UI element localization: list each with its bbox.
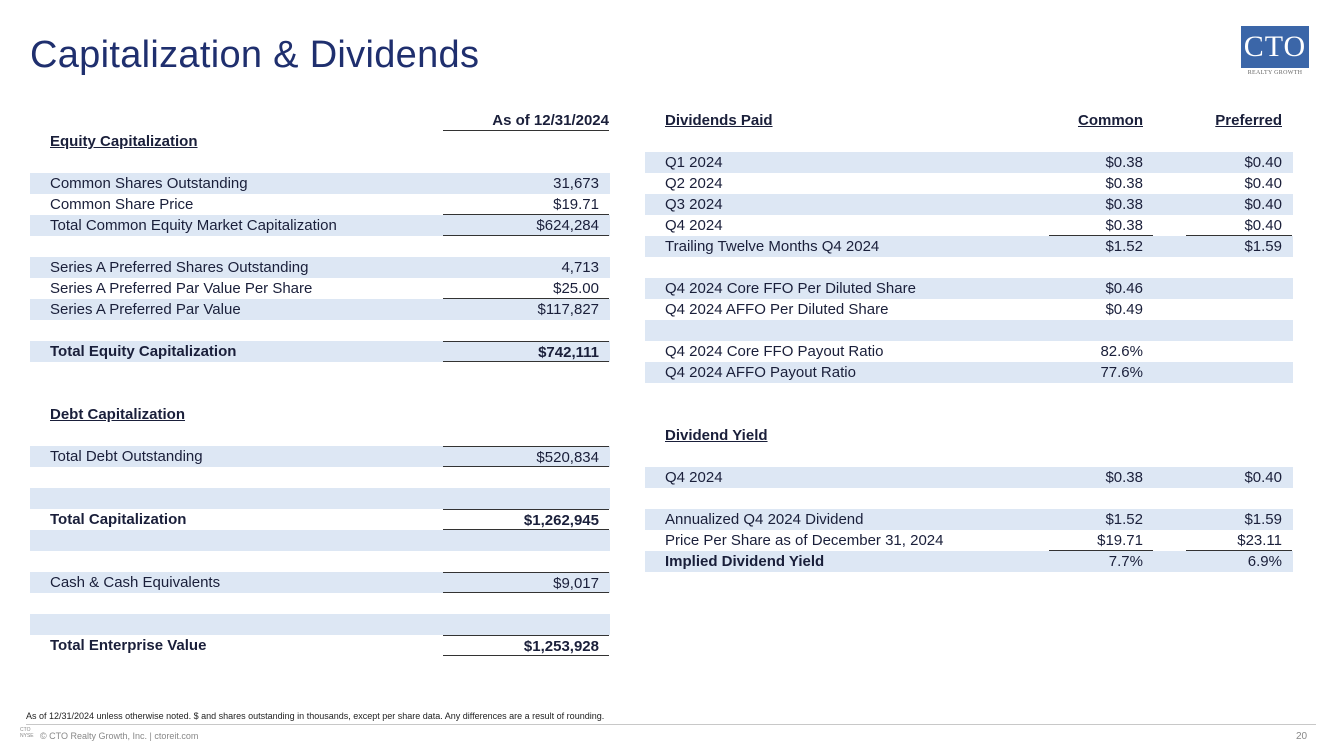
common-value: $0.38 <box>1105 469 1143 486</box>
table-row <box>30 572 610 593</box>
table-row <box>645 299 1293 320</box>
preferred-value: 6.9% <box>1247 553 1282 570</box>
row-label: Q1 2024 <box>665 154 723 171</box>
table-row <box>30 446 610 467</box>
total-row <box>645 551 1293 572</box>
footnote: As of 12/31/2024 unless otherwise noted. $ and shares outstanding in thousands, except per share data. Any differences are a result of rounding. <box>26 711 605 721</box>
row-label: Total Enterprise Value <box>50 637 207 654</box>
logo-wordmark: CTO <box>1241 26 1309 68</box>
common-value: 7.7% <box>1108 553 1143 570</box>
common-value: $0.38 <box>1105 196 1143 213</box>
common-value: $0.49 <box>1105 301 1143 318</box>
row-label: Series A Preferred Par Value Per Share <box>50 280 313 297</box>
row-value: 31,673 <box>553 175 599 192</box>
common-header: Common <box>1078 112 1143 129</box>
dividends-paid-header: Dividends Paid <box>665 112 773 129</box>
footer-divider <box>26 724 1316 725</box>
common-value: $19.71 <box>1049 530 1153 551</box>
row-value: $520,834 <box>443 446 609 467</box>
row-label: Trailing Twelve Months Q4 2024 <box>665 238 880 255</box>
table-row <box>30 194 610 215</box>
row-label: Total Debt Outstanding <box>50 448 203 465</box>
table-row <box>645 509 1293 530</box>
row-value: $1,262,945 <box>443 509 609 530</box>
column-header-row <box>30 110 610 131</box>
row-label: Price Per Share as of December 31, 2024 <box>665 532 944 549</box>
footer-copyright: © CTO Realty Growth, Inc. | ctoreit.com <box>40 731 199 741</box>
preferred-value: $0.40 <box>1244 196 1282 213</box>
equity-cap-header: Equity Capitalization <box>50 133 198 150</box>
preferred-value: $1.59 <box>1244 238 1282 255</box>
row-label: Q4 2024 AFFO Per Diluted Share <box>665 301 889 318</box>
common-value: 82.6% <box>1100 343 1143 360</box>
common-value: $1.52 <box>1105 238 1143 255</box>
table-row <box>645 467 1293 488</box>
row-label: Series A Preferred Shares Outstanding <box>50 259 309 276</box>
row-label: Q3 2024 <box>665 196 723 213</box>
row-label: Common Share Price <box>50 196 194 213</box>
table-row <box>30 278 610 299</box>
spacer-row <box>30 488 610 509</box>
logo-tagline: REALTY GROWTH <box>1247 70 1303 76</box>
table-row <box>645 173 1293 194</box>
row-label: Q4 2024 AFFO Payout Ratio <box>665 364 856 381</box>
row-value: $9,017 <box>443 572 609 593</box>
common-value: $1.52 <box>1105 511 1143 528</box>
row-label: Total Common Equity Market Capitalization <box>50 217 337 234</box>
footer-logo: CTO NYSE <box>20 727 34 739</box>
table-row <box>645 362 1293 383</box>
row-label: Implied Dividend Yield <box>665 553 825 570</box>
preferred-value: $0.40 <box>1186 215 1292 236</box>
table-row <box>645 152 1293 173</box>
table-row <box>645 530 1293 551</box>
spacer-row <box>30 530 610 551</box>
table-row <box>645 236 1293 257</box>
row-label: Q4 2024 Core FFO Per Diluted Share <box>665 280 916 297</box>
spacer-row <box>645 320 1293 341</box>
debt-cap-header-row <box>30 404 610 425</box>
preferred-header: Preferred <box>1215 112 1282 129</box>
row-label: Q4 2024 Core FFO Payout Ratio <box>665 343 884 360</box>
row-label: Total Capitalization <box>50 511 187 528</box>
row-label: Q2 2024 <box>665 175 723 192</box>
preferred-value: $0.40 <box>1244 175 1282 192</box>
common-value: 77.6% <box>1100 364 1143 381</box>
table-row <box>30 299 610 320</box>
row-value: $19.71 <box>443 194 609 215</box>
row-value: 4,713 <box>561 259 599 276</box>
total-row <box>30 635 610 656</box>
equity-cap-header-row <box>30 131 610 152</box>
table-row <box>645 215 1293 236</box>
common-value: $0.38 <box>1105 154 1143 171</box>
table-row <box>30 215 610 236</box>
row-label: Q4 2024 <box>665 217 723 234</box>
row-value: $25.00 <box>443 278 609 299</box>
spacer-row <box>30 614 610 635</box>
table-row <box>645 341 1293 362</box>
row-label: Annualized Q4 2024 Dividend <box>665 511 864 528</box>
preferred-value: $1.59 <box>1244 511 1282 528</box>
row-value: $624,284 <box>443 215 609 236</box>
total-row <box>30 341 610 362</box>
table-row <box>645 194 1293 215</box>
dividend-yield-header: Dividend Yield <box>665 427 768 444</box>
dividend-yield-header-row <box>645 425 1293 446</box>
common-value: $0.46 <box>1105 280 1143 297</box>
row-label: Total Equity Capitalization <box>50 343 237 360</box>
row-label: Cash & Cash Equivalents <box>50 574 221 591</box>
debt-cap-header: Debt Capitalization <box>50 406 186 423</box>
company-logo <box>1241 26 1309 76</box>
row-value: $742,111 <box>443 341 609 362</box>
as-of-header: As of 12/31/2024 <box>443 110 609 131</box>
row-label: Series A Preferred Par Value <box>50 301 241 318</box>
preferred-value: $0.40 <box>1244 469 1282 486</box>
preferred-value: $0.40 <box>1244 154 1282 171</box>
page-title: Capitalization & Dividends <box>30 34 480 76</box>
row-value: $1,253,928 <box>443 635 609 656</box>
row-label: Common Shares Outstanding <box>50 175 248 192</box>
common-value: $0.38 <box>1105 175 1143 192</box>
table-row <box>645 278 1293 299</box>
row-label: Q4 2024 <box>665 469 723 486</box>
total-row <box>30 509 610 530</box>
page-number: 20 <box>1296 731 1308 742</box>
row-value: $117,827 <box>537 301 599 318</box>
dividends-header-row <box>645 110 1293 131</box>
table-row <box>30 173 610 194</box>
preferred-value: $23.11 <box>1186 530 1292 551</box>
common-value: $0.38 <box>1049 215 1153 236</box>
table-row <box>30 257 610 278</box>
